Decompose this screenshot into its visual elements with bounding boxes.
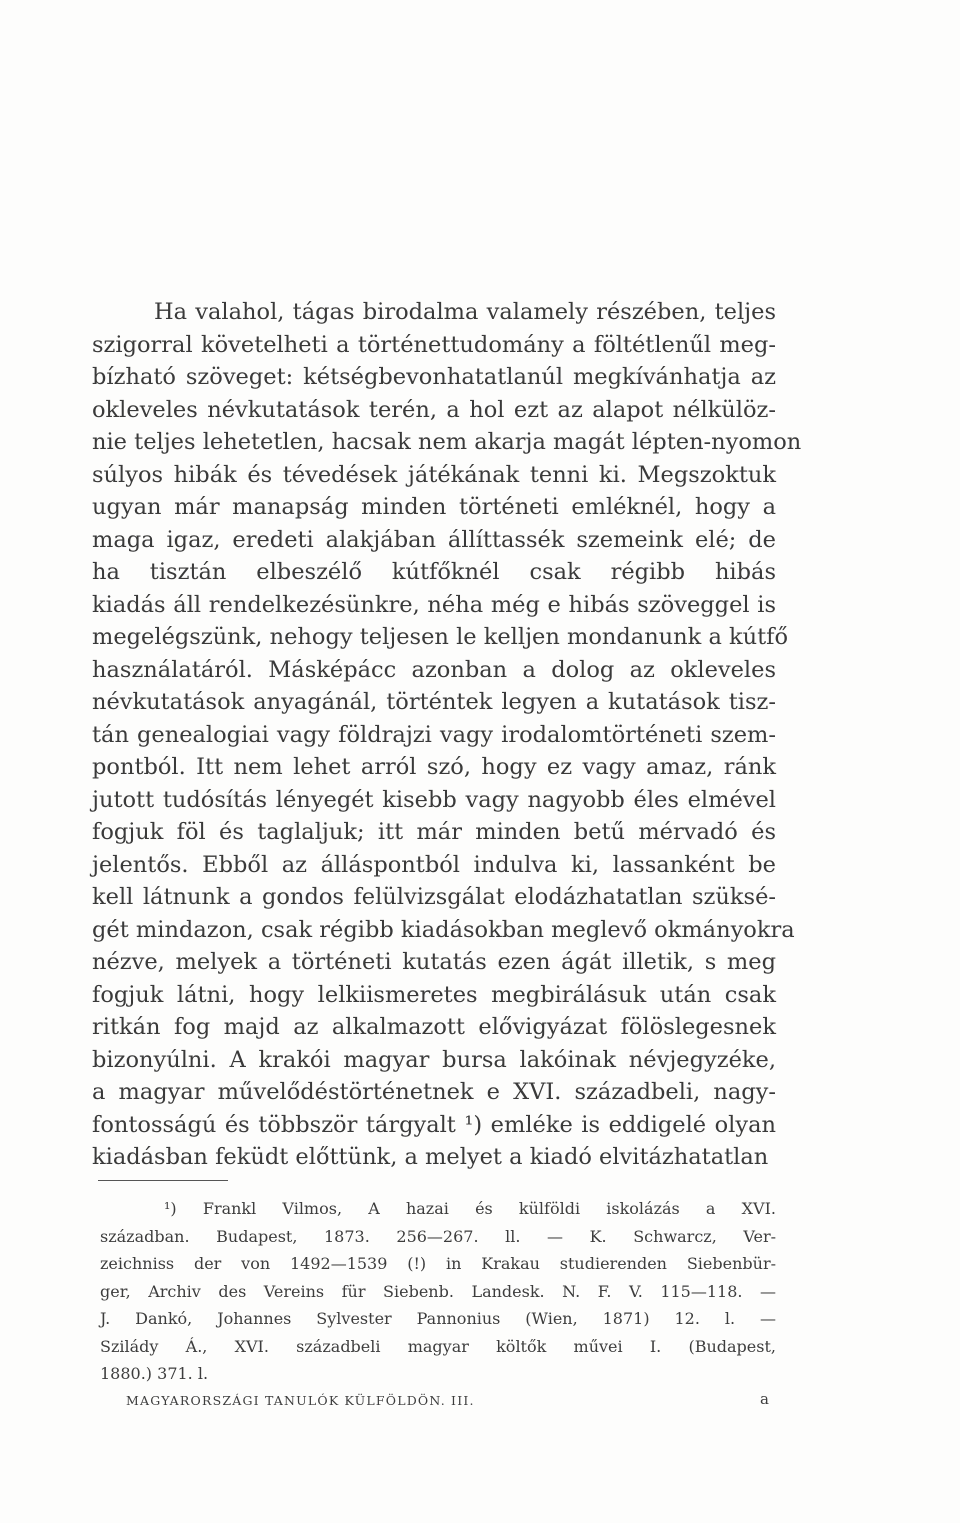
main-text-line: ritkán fog majd az alkalmazott elővigyázat fölöslegesnek (92, 1014, 776, 1040)
main-text-line: maga igaz, eredeti alakjában állíttassék szemeink elé; de (92, 526, 776, 553)
main-text-line: jelentős. Ebből az álláspontból indulva ki, lassanként be (92, 851, 776, 878)
main-text-line: bízható szöveget: kétségbevonhatatlanúl megkívánhatja az (92, 364, 776, 390)
footnote-divider (98, 1180, 228, 1181)
footnote-line: ger, Archiv des Vereins für Siebenb. Landesk. N. F. V. 115—118. — (100, 1281, 776, 1301)
main-text-line: fontosságú és többször tárgyalt ¹) emléke is eddigelé olyan (92, 1111, 776, 1138)
main-text-line: gét mindazon, csak régibb kiadásokban meglevő okmányokra (92, 916, 795, 943)
footnote-line: Szilády Á., XVI. századbeli magyar költők művei I. (Budapest, (100, 1336, 776, 1356)
main-text-line: tán genealogiai vagy földrajzi vagy irodalomtörténeti szem- (92, 721, 776, 748)
main-text-line: fogjuk föl és taglaljuk; itt már minden betű mérvadó és (92, 819, 776, 845)
main-text-line: ugyan már manapság minden történeti emléknél, hogy a (92, 494, 776, 520)
main-text-line: nézve, melyek a történeti kutatás ezen ágát illetik, s meg (92, 949, 776, 975)
footnote-line: 1880.) 371. l. (100, 1364, 209, 1383)
main-text-line: jutott tudósítás lényegét kisebb vagy nagyobb éles elmével (92, 786, 776, 813)
footnote-block (100, 1195, 776, 1388)
main-text-line: nie teljes lehetetlen, hacsak nem akarja magát lépten-nyomon (92, 429, 802, 455)
main-text-line: kiadás áll rendelkezésünkre, néha még e hibás szöveggel is (92, 591, 776, 618)
main-text-line: kiadásban feküdt előttünk, a melyet a kiadó elvitázhatatlan (92, 1144, 769, 1170)
footnote-line: zeichniss der von 1492—1539 (!) in Krakau studierenden Siebenbür- (100, 1254, 776, 1273)
signature-mark: a (760, 1390, 769, 1408)
main-text-block (92, 296, 802, 1174)
main-text-line: a magyar művelődéstörténetnek e XVI. századbeli, nagy- (92, 1079, 776, 1105)
main-text-line: névkutatások anyagánál, történtek legyen a kutatások tisz- (92, 689, 776, 715)
signature-title: MAGYARORSZÁGI TANULÓK KÜLFÖLDÖN. III. (126, 1393, 475, 1408)
main-text-line: Ha valahol, tágas birodalma valamely részében, teljes (154, 299, 776, 325)
main-text-line: pontból. Itt nem lehet arról szó, hogy ez vagy amaz, ránk (92, 754, 776, 780)
main-text-line: okleveles névkutatások terén, a hol ezt az alapot nélkülöz- (92, 396, 776, 423)
main-text-line: szigorral követelheti a történettudomány a föltétlenűl meg- (92, 331, 776, 358)
main-text-line: fogjuk látni, hogy lelkiismeretes megbirálásuk után csak (92, 981, 776, 1008)
footnote-line: ¹) Frankl Vilmos, A hazai és külföldi iskolázás a XVI. (164, 1199, 776, 1218)
footnote-line: J. Dankó, Johannes Sylvester Pannonius (Wien, 1871) 12. l. — (100, 1309, 776, 1328)
main-text-line: megelégszünk, nehogy teljesen le kelljen mondanunk a kútfő (92, 624, 789, 650)
main-text-line: súlyos hibák és tévedések játékának tenni ki. Megszoktuk (92, 461, 776, 488)
footnote-line: században. Budapest, 1873. 256—267. ll. — K. Schwarcz, Ver- (100, 1226, 776, 1246)
main-text-line: bizonyúlni. A krakói magyar bursa lakóinak névjegyzéke, (92, 1046, 776, 1073)
main-text-line: használatáról. Másképácc azonban a dolog az okleveles (92, 656, 776, 683)
main-text-line: ha tisztán elbeszélő kútfőknél csak régibb hibás (92, 559, 776, 585)
main-text-line: kell látnunk a gondos felülvizsgálat elodázhatatlan szüksé- (92, 884, 776, 910)
